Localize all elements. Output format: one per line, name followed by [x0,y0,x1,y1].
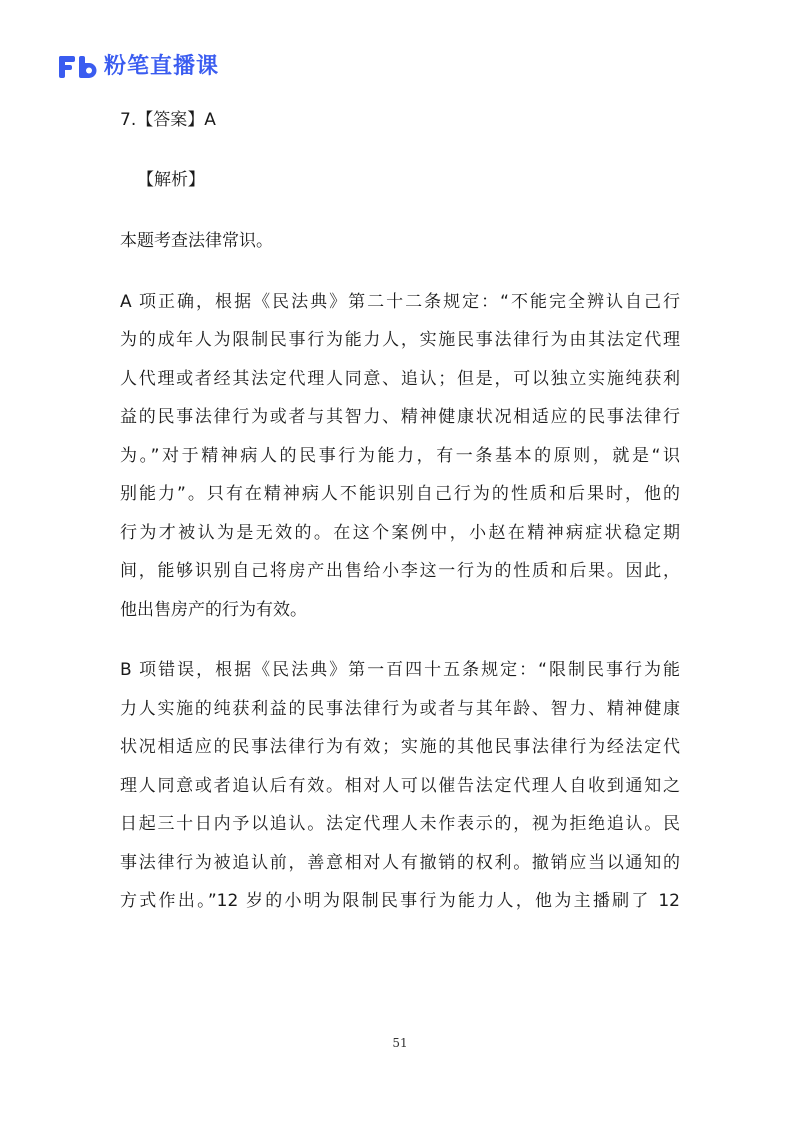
paragraph-line: 行为才被认为是无效的。在这个案例中，小赵在精神病症状稳定期 [120,522,680,543]
paragraph-line: 他出售房产的行为有效。 [120,599,307,620]
paragraph-line: 间，能够识别自己将房产出售给小李这一行为的性质和后果。因此， [120,561,680,581]
paragraph-line: 人代理或者经其法定代理人同意、追认；但是，可以独立实施纯获利 [120,368,680,389]
paragraph-line: 别能力”。只有在精神病人不能识别自己行为的性质和后果时，他的 [120,484,680,504]
paragraph-line: 益的民事法律行为或者与其智力、精神健康状况相适应的民事法律行 [120,407,680,427]
paragraph-line: 方式作出。”12 岁的小明为限制民事行为能力人，他为主播刷了 12 [120,891,680,911]
page-number: 51 [392,1036,408,1050]
analysis-label: 【解析】 [137,170,205,190]
intro-text: 本题考查法律常识。 [120,231,273,251]
brand-logo [58,52,219,82]
paragraph-line: B 项错误，根据《民法典》第一百四十五条规定：“限制民事行为能 [120,660,680,680]
paragraph-line: 理人同意或者追认后有效。相对人可以催告法定代理人自收到通知之 [120,775,680,796]
paragraph-line: 事法律行为被追认前，善意相对人有撤销的权利。撤销应当以通知的 [120,852,680,873]
paragraph-line: 为。”对于精神病人的民事行为能力，有一条基本的原则，就是“识 [120,445,680,466]
paragraph-b [120,651,680,921]
answer-label: 7.【答案】A [120,110,216,130]
fb-logo-icon [58,54,98,80]
paragraph-line: 日起三十日内予以追认。法定代理人未作表示的，视为拒绝追认。民 [120,814,680,834]
brand-name: 粉笔直播课 [104,54,220,79]
paragraph-line: 力人实施的纯获利益的民事法律行为或者与其年龄、智力、精神健康 [120,698,680,719]
paragraph-line: 为的成年人为限制民事行为能力人，实施民事法律行为由其法定代理 [120,330,680,350]
paragraph-line: 状况相适应的民事法律行为有效；实施的其他民事法律行为经法定代 [120,737,680,757]
paragraph-a [120,283,680,630]
paragraph-line: A 项正确，根据《民法典》第二十二条规定：“不能完全辨认自己行 [120,291,680,312]
document-body [120,102,680,921]
